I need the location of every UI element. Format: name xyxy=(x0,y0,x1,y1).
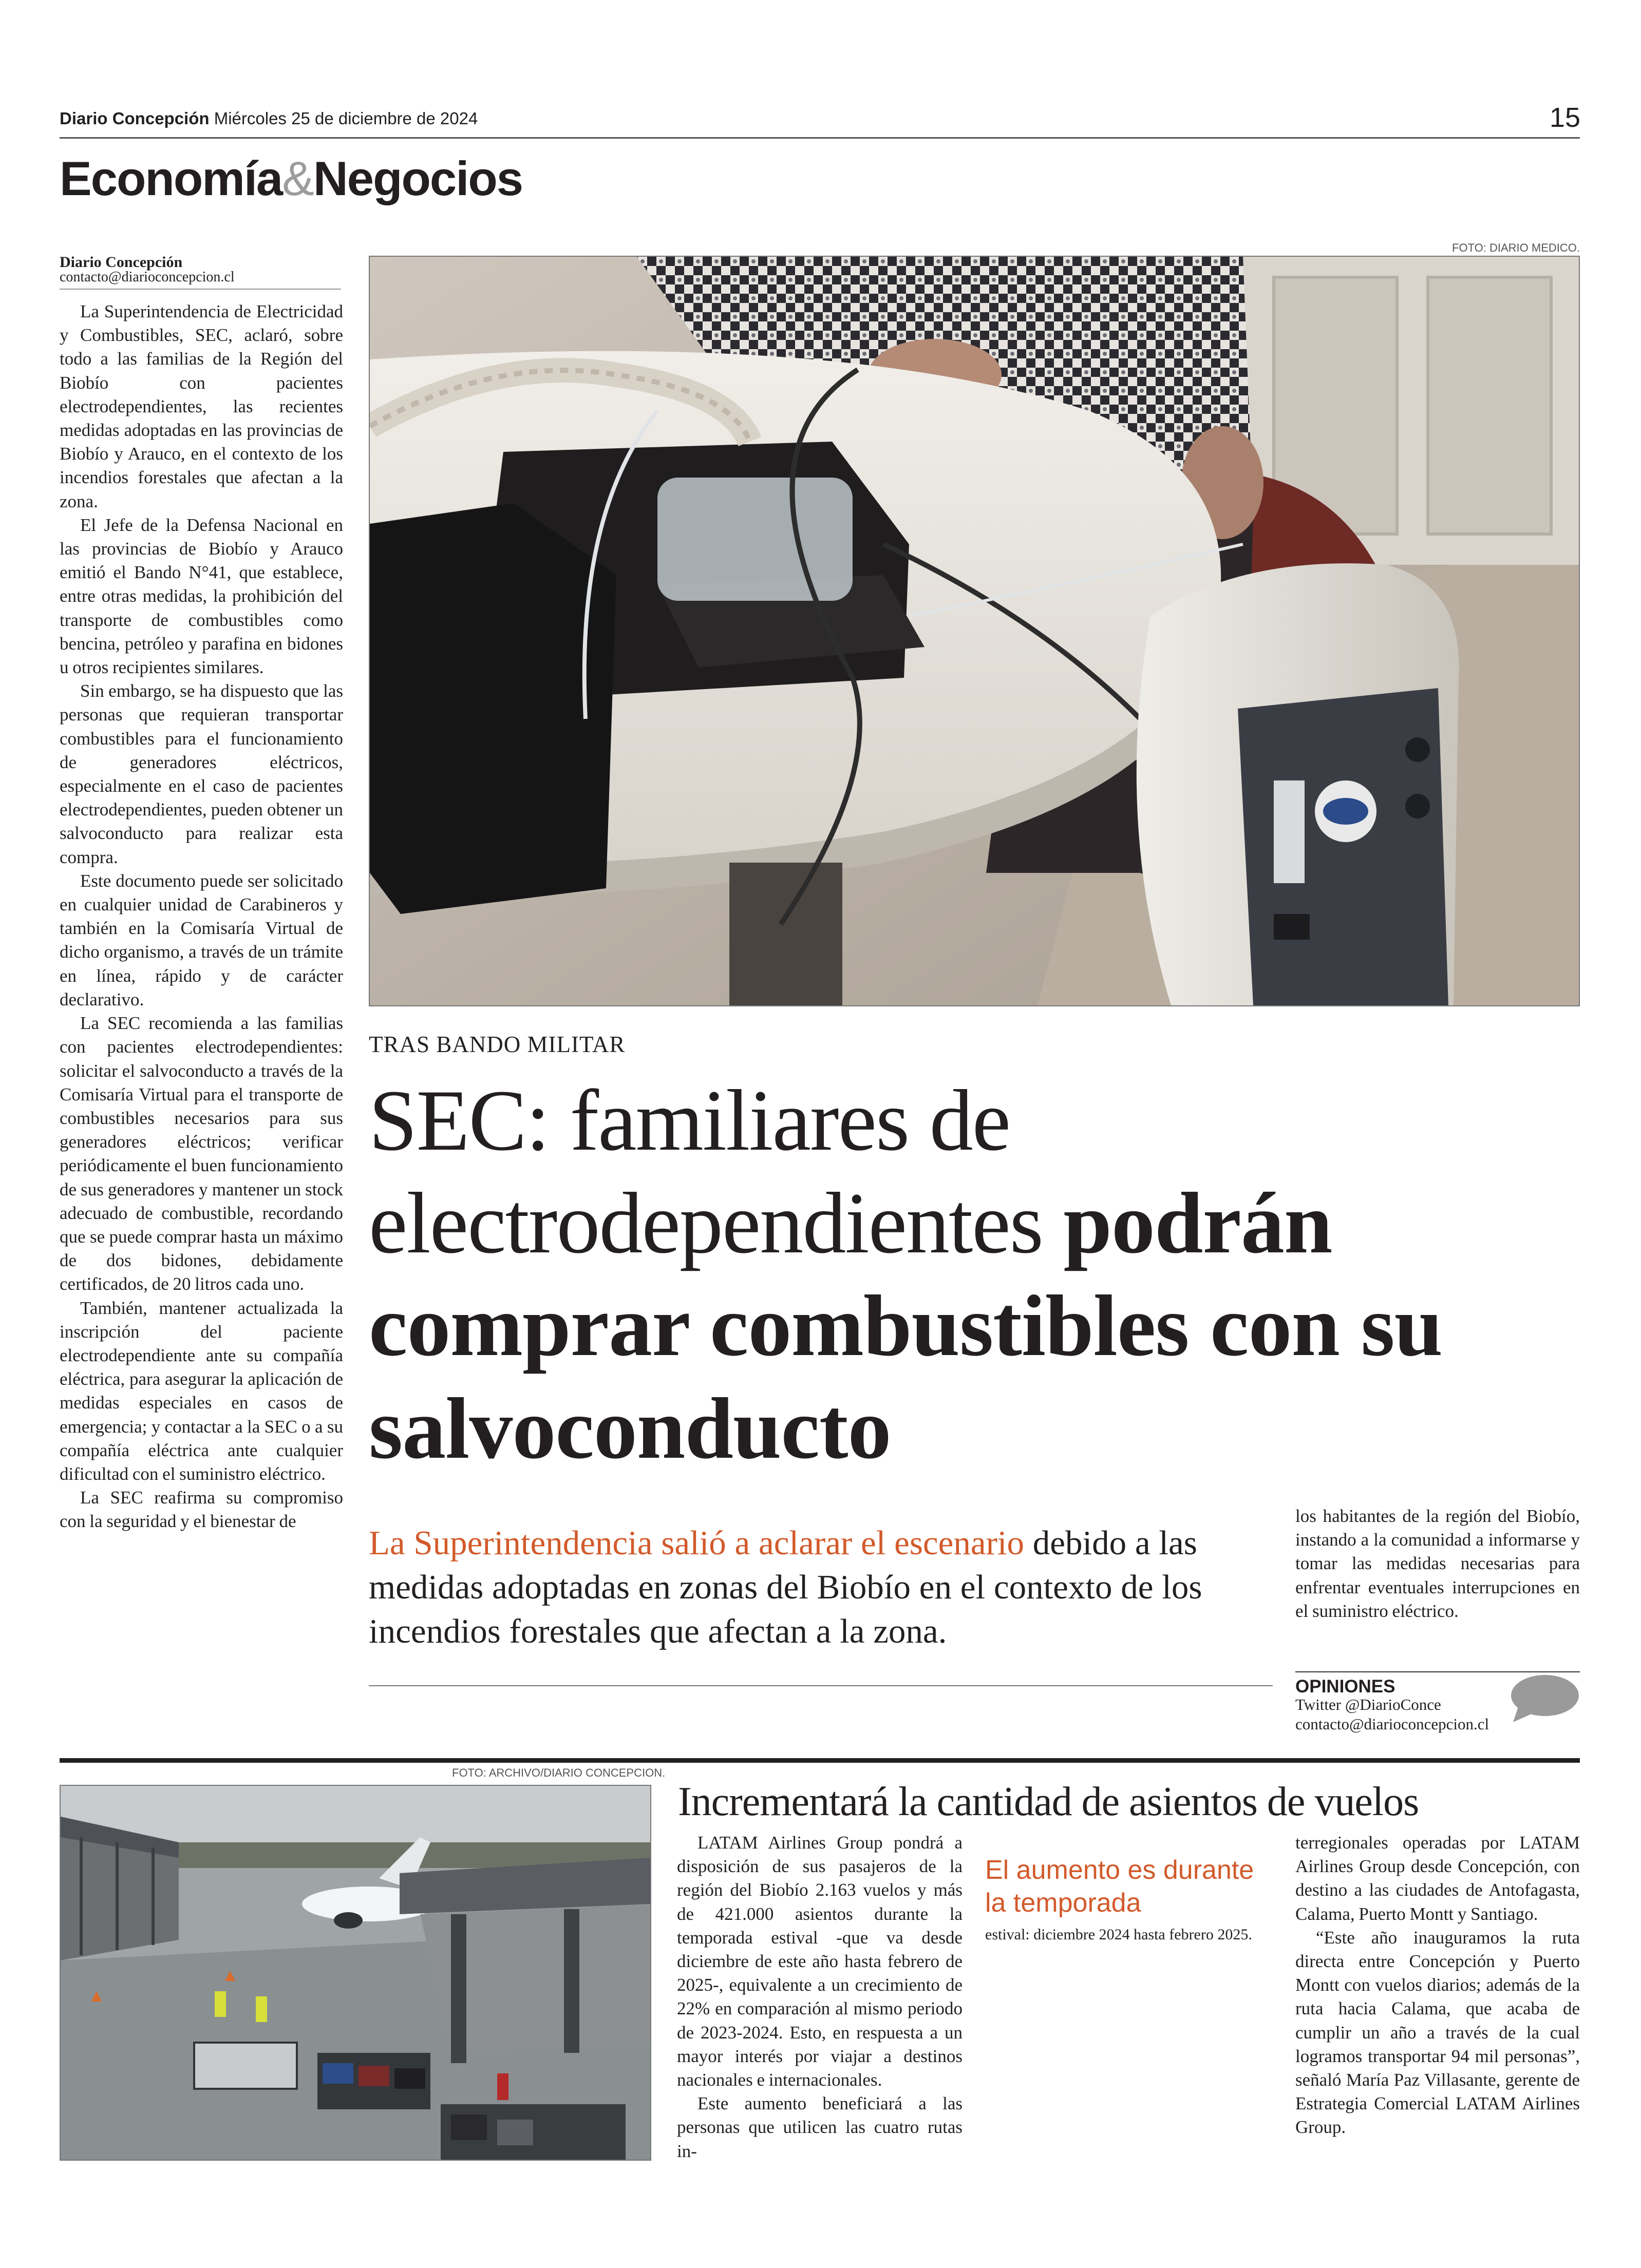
main-photo-credit: FOTO: DIARIO MEDICO. xyxy=(1452,241,1580,254)
byline-rule xyxy=(60,289,341,290)
second-story-column-3 xyxy=(1295,1831,1580,2140)
kicker: TRAS BANDO MILITAR xyxy=(369,1032,626,1057)
headline-bold: podrán comprar combustibles con su salvoconducto xyxy=(369,1175,1443,1477)
header-rule xyxy=(60,137,1580,139)
paragraph: terregionales operadas por LATAM Airlines Group desde Concepción, con destino a las ciudades de Antofagasta, Calama, Puerto Montt y Santiago. xyxy=(1295,1833,1580,1924)
callout-title: El aumento es durante la temporada xyxy=(985,1855,1254,1918)
main-photo-illustration xyxy=(370,257,1579,1005)
paper-name: Diario Concepción xyxy=(60,109,210,128)
subhead-text: debido a las medidas adoptadas en zonas del Biobío en el contexto de los incendios forestales que afectan a la zona. xyxy=(369,1524,1202,1650)
section-divider xyxy=(60,1758,1580,1763)
subhead-rule xyxy=(369,1685,1273,1686)
paragraph: Sin embargo, se ha dispuesto que las personas que requieran transportar combustibles para el funcionamiento de generadores eléctricos, especialmente en el caso de pacientes electrodependientes, pueden obtener un salvoconducto para realizar esta compra. xyxy=(60,681,343,867)
subhead xyxy=(369,1521,1262,1653)
main-story-left-column xyxy=(60,300,343,1534)
paragraph: El Jefe de la Defensa Nacional en las provincias de Biobío y Arauco emitió el Bando N°41, que establece, entre otras medidas, la prohibición del transporte de combustibles como bencina, petróleo y parafina en bidones u otros recipientes similares. xyxy=(60,514,343,678)
paragraph: Este aumento beneficiará a las personas que utilicen las cuatro rutas in- xyxy=(677,2093,963,2161)
paragraph: Este documento puede ser solicitado en cualquier unidad de Carabineros y también en la Comisaría Virtual de dicho organismo, a través de un trámite en línea, rápido y de carácter declarativo. xyxy=(60,870,343,1009)
airport-photo-illustration xyxy=(61,1786,650,2160)
opinions-email: contacto@diarioconcepcion.cl xyxy=(1295,1715,1489,1733)
second-photo-credit: FOTO: ARCHIVO/DIARIO CONCEPCION. xyxy=(452,1766,666,1779)
section-title xyxy=(60,151,522,206)
paragraph: los habitantes de la región del Biobío, instando a la comunidad a informarse y tomar las medidas necesarias para enfrentar eventuales interrupciones en el suministro eléctrico. xyxy=(1295,1506,1580,1621)
paragraph: “Este año inauguramos la ruta directa entre Concepción y Puerto Montt con vuelos diarios; además de la ruta hacia Calama, que acaba de cumplir un año a través de la cual logramos transportar 94 mil personas”, señaló María Paz Villasante, gerente de Estrategia Comercial LATAM Airlines Group. xyxy=(1295,1927,1580,2138)
second-story-title: Incrementará la cantidad de asientos de vuelos xyxy=(678,1779,1419,1824)
second-story-column-1 xyxy=(677,1831,963,2163)
paragraph: También, mantener actualizada la inscripción del paciente electrodependiente ante su compañía eléctrica, para asegurar la aplicación de medidas especiales en casos de emergencia; y contactar a la SEC o a su compañía eléctrica ante cualquier dificultad con el suministro eléctrico. xyxy=(60,1298,343,1484)
subhead-accent: La Superintendencia salió a aclarar el escenario xyxy=(369,1524,1025,1562)
speech-bubble-icon xyxy=(1508,1673,1580,1724)
paragraph: LATAM Airlines Group pondrá a disposición de sus pasajeros de la región del Biobío 2.163 vuelos y más de 421.000 asientos durante la temporada estival -que va desde diciembre de este año hasta febrero de 2025-, equivalente a un crecimiento de 22% en comparación al mismo periodo de 2023-2024. Esto, en respuesta a un mayor interés por viajar a destinos nacionales e internacionales. xyxy=(677,1833,963,2090)
main-photo xyxy=(369,256,1580,1006)
paragraph: La SEC recomienda a las familias con pacientes electrodependientes: solicitar el salvoconducto a través de la Comisaría Virtual para el transporte de combustibles necesarios para sus generadores eléctricos; verificar periódicamente el buen funcionamiento de sus generadores y mantener un stock adecuado de combustible, recordando que se puede comprar hasta un máximo de dos bidones, debidamente certificados, de 20 litros cada uno. xyxy=(60,1013,343,1294)
headline-regular: SEC: familiares de electrodependientes xyxy=(369,1072,1064,1271)
opinions-title: OPINIONES xyxy=(1295,1676,1395,1697)
callout-text: estival: diciembre 2024 hasta febrero 2025. xyxy=(985,1926,1252,1943)
section-title-part1: Economía xyxy=(60,151,282,205)
opinions-rule xyxy=(1295,1671,1580,1672)
opinions-twitter: Twitter @DiarioConce xyxy=(1295,1695,1441,1713)
headline xyxy=(369,1069,1560,1480)
paragraph: La Superintendencia de Electricidad y Combustibles, SEC, aclaró, sobre todo a las familias de la Región del Biobío con pacientes electrodependientes, las recientes medidas adoptadas en las provincias de Biobío y Arauco, en el contexto de los incendios forestales que afectan a la zona. xyxy=(60,301,343,511)
byline-email: contacto@diarioconcepcion.cl xyxy=(60,269,235,285)
main-story-right-column xyxy=(1295,1504,1580,1623)
airport-photo xyxy=(60,1785,651,2161)
page-number: 15 xyxy=(1549,102,1580,133)
paragraph: La SEC reafirma su compromiso con la seguridad y el bienestar de xyxy=(60,1488,343,1532)
issue-date: Miércoles 25 de diciembre de 2024 xyxy=(214,109,478,128)
section-title-part2: Negocios xyxy=(313,151,523,205)
masthead xyxy=(60,109,1580,138)
byline-name: Diario Concepción xyxy=(60,254,183,271)
section-title-amp: & xyxy=(282,151,313,205)
